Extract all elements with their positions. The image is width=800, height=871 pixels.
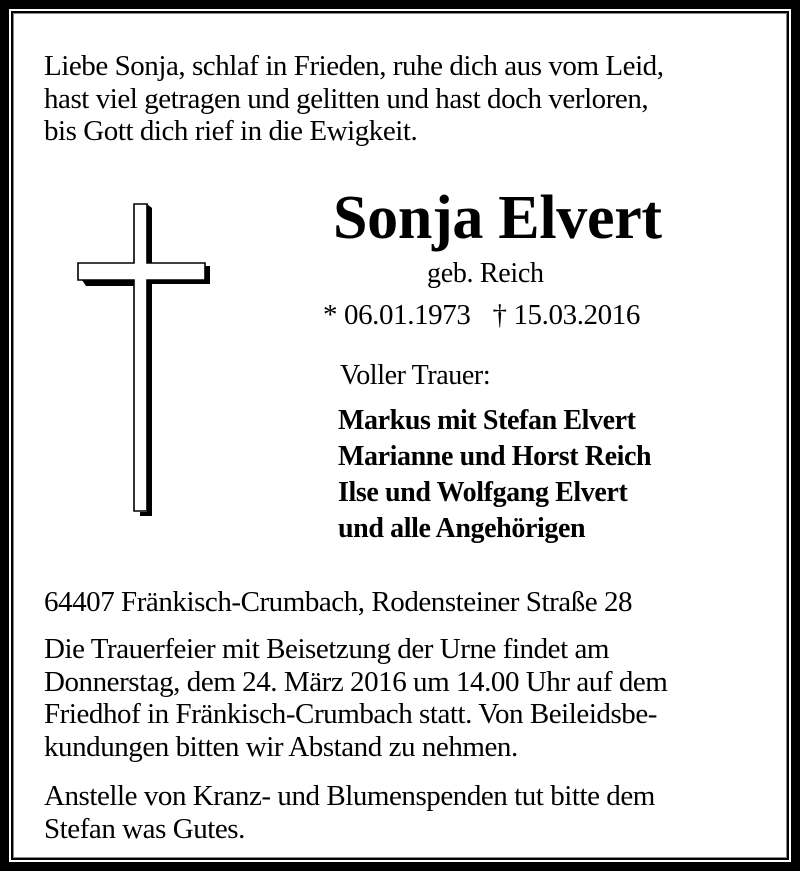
death-date: 15.03.2016 — [513, 299, 640, 331]
deceased-name: Sonja Elvert — [333, 184, 662, 252]
dagger-icon: † — [492, 299, 507, 331]
donation-line: Stefan was Gutes. — [44, 812, 245, 845]
poem-line: hast viel getragen und gelitten und hast doch verloren, — [44, 82, 649, 115]
latin-cross-icon — [74, 200, 216, 518]
address: 64407 Fränkisch-Crumbach, Rodensteiner Straße 28 — [44, 586, 633, 618]
mourner: Markus mit Stefan Elvert — [338, 405, 636, 436]
donation-line: Anstelle von Kranz- und Blumenspenden tut bitte dem — [44, 780, 655, 812]
mourner: Marianne und Horst Reich — [338, 441, 652, 472]
ceremony-line: Donnerstag, dem 24. März 2016 um 14.00 Uhr auf dem — [44, 665, 668, 698]
mourners-list — [338, 403, 651, 547]
birth-symbol: * — [323, 299, 338, 331]
ceremony-info — [44, 633, 667, 763]
ceremony-line: Die Trauerfeier mit Beisetzung der Urne findet am — [44, 633, 610, 665]
mourners-label: Voller Trauer: — [340, 360, 491, 391]
poem-line: bis Gott dich rief in die Ewigkeit. — [44, 115, 418, 147]
donation-note — [44, 780, 655, 845]
mourner: und alle Angehörigen — [338, 513, 586, 544]
mourner: Ilse und Wolfgang Elvert — [338, 477, 628, 508]
birth-date: 06.01.1973 — [343, 299, 471, 331]
poem-line: Liebe Sonja, schlaf in Frieden, ruhe dich aus vom Leid, — [44, 50, 664, 82]
ceremony-line: Friedhof in Fränkisch-Crumbach statt. Von Beileidsbe- — [44, 698, 657, 730]
life-dates — [323, 298, 640, 332]
maiden-name: geb. Reich — [427, 258, 544, 289]
poem — [44, 50, 664, 148]
ceremony-line: kundungen bitten wir Abstand zu nehmen. — [44, 730, 518, 763]
